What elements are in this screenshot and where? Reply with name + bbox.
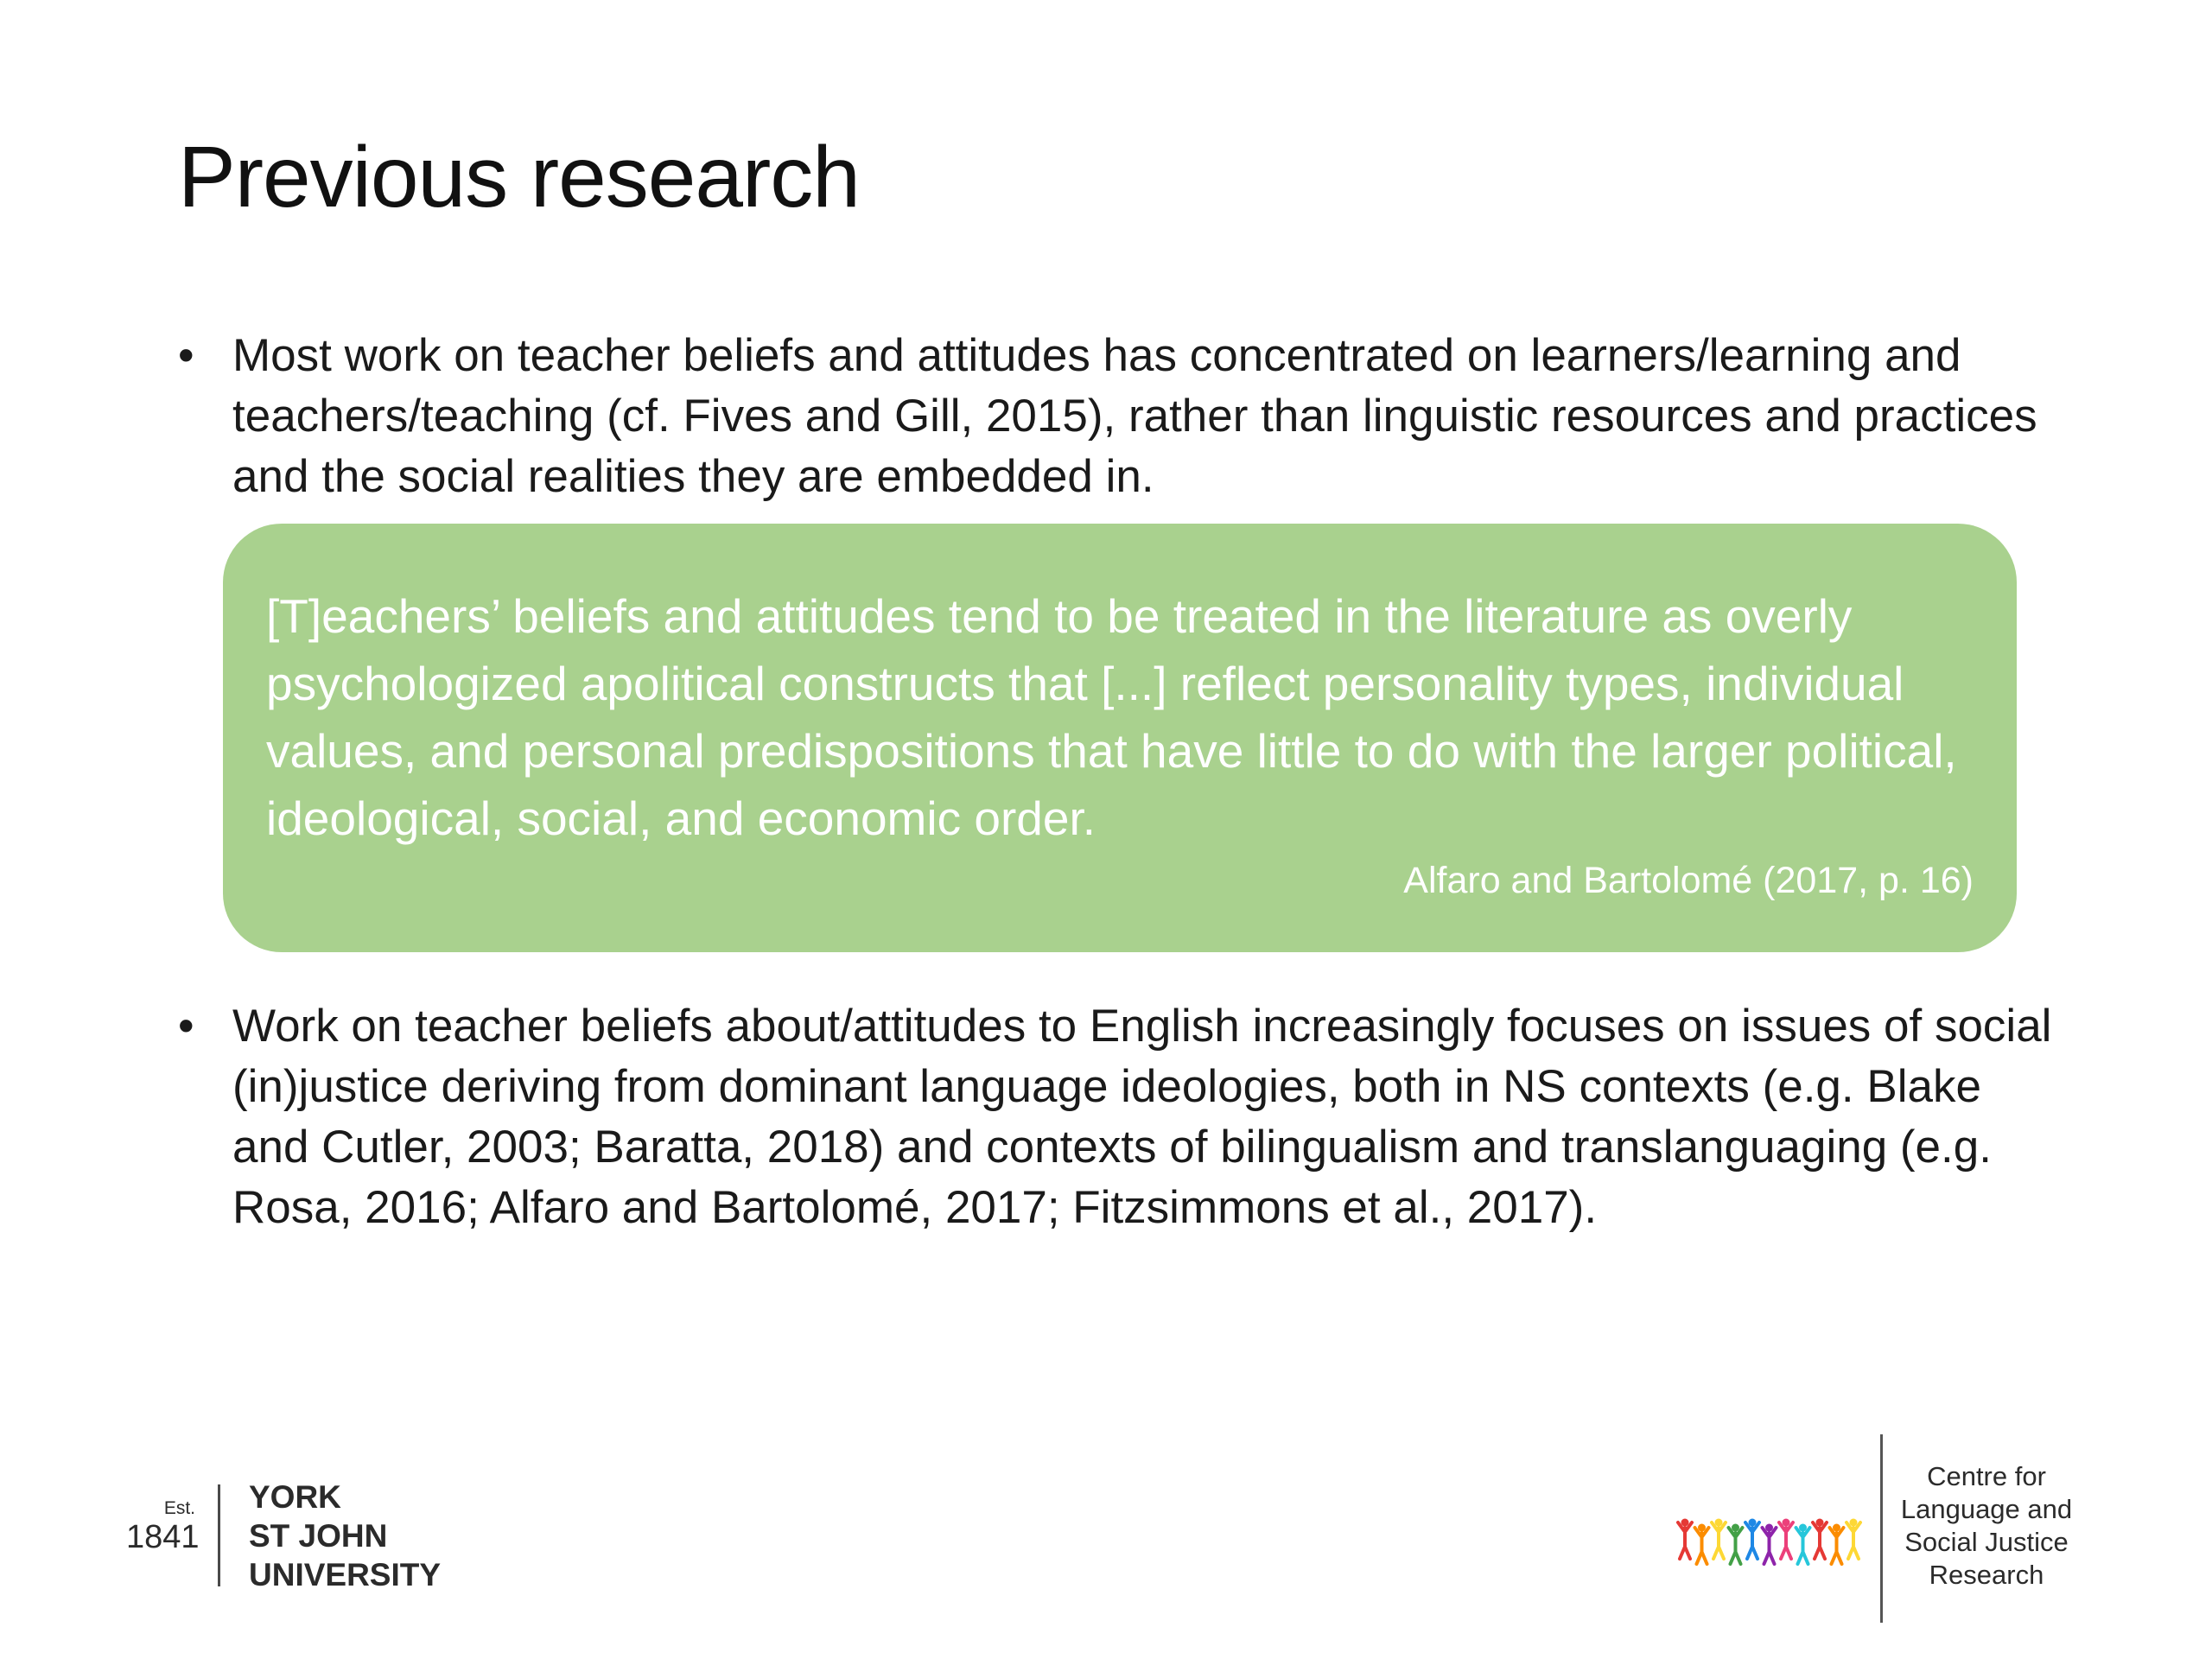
dancing-figure	[1729, 1524, 1743, 1565]
quote-citation: Alfaro and Bartolomé (2017, p. 16)	[1403, 860, 1974, 901]
dancing-figure	[1830, 1524, 1844, 1565]
dancing-figure	[1813, 1519, 1827, 1560]
centre-logo	[1676, 1434, 2108, 1624]
quote-box	[223, 524, 2017, 952]
quote-text: [T]eachers’ beliefs and attitudes tend to be treated in the literature as overly psychologized apolitical constructs that [...] reflect personality types, individual values, and personal predispositions that have little to do with the larger political, ideological, social, and economic order.	[266, 589, 1957, 845]
centre-name-line: Centre for	[1927, 1461, 2046, 1491]
colorful-dancing-figures-icon	[1676, 1503, 1866, 1573]
university-name-line: ST JOHN	[249, 1518, 388, 1554]
bullet-item-2	[178, 996, 2070, 1238]
centre-name-line: Social Justice	[1904, 1527, 2069, 1557]
university-name	[249, 1478, 441, 1594]
dancing-figure	[1847, 1519, 1860, 1560]
dancing-figure	[1763, 1524, 1777, 1565]
est-year: 1841	[126, 1519, 200, 1555]
est-label: Est.	[163, 1498, 195, 1518]
centre-name-line: Language and	[1900, 1494, 2073, 1524]
centre-name-line: Research	[1929, 1560, 2044, 1590]
bullet-marker: •	[178, 330, 194, 381]
dancing-figure	[1712, 1519, 1726, 1560]
bullet-text: Work on teacher beliefs about/attitudes to English increasingly focuses on issues of social (in)justice deriving from dominant language ideologies, both in NS contexts (e.g. Blake and Cutler, 2003; Baratta, 2018) and contexts of bilingualism and translanguaging (e.g. Rosa, 2016; Alfaro and Bartolomé, 2017; Fitzsimmons et al., 2017).	[232, 1001, 2052, 1233]
dancing-figure	[1779, 1519, 1793, 1560]
established-mark	[126, 1498, 200, 1555]
dancing-figure	[1678, 1519, 1692, 1560]
bullet-marker: •	[178, 1001, 194, 1052]
bullet-item-1	[178, 326, 2070, 507]
centre-name	[1896, 1460, 2077, 1592]
dancing-figure	[1695, 1524, 1709, 1565]
dancing-figure	[1796, 1524, 1810, 1565]
logo-divider	[218, 1484, 220, 1586]
logo-divider	[1880, 1434, 1883, 1623]
university-name-line: YORK	[249, 1479, 341, 1515]
slide-title: Previous research	[178, 129, 860, 226]
bullet-text: Most work on teacher beliefs and attitudes has concentrated on learners/learning and teachers/teaching (cf. Fives and Gill, 2015), rather than linguistic resources and practices and the social realities they are embedded in.	[232, 330, 2037, 502]
dancing-figure	[1745, 1519, 1759, 1560]
university-name-line: UNIVERSITY	[249, 1557, 442, 1592]
